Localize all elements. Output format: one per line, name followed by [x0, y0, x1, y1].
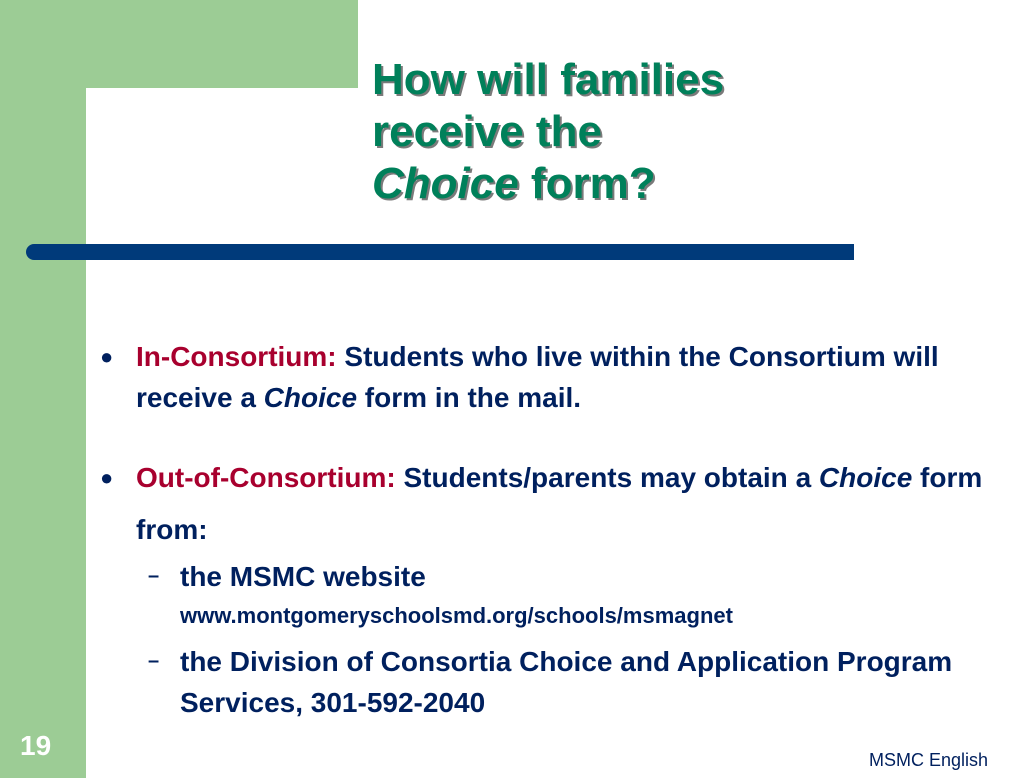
- page-number: 19: [20, 730, 52, 761]
- bullet-text-end: form in the mail.: [357, 382, 582, 413]
- title-divider-rule: [26, 244, 854, 260]
- slide-title: [372, 54, 724, 210]
- subitem-msmc-website: [136, 556, 1000, 635]
- bullet-text-end: form from:: [136, 462, 983, 545]
- subitem-division-contact: [136, 641, 1000, 723]
- bullet-dot-icon: ●: [100, 465, 114, 490]
- bullet-out-of-consortium: [100, 452, 1000, 556]
- title-line-1: How will families: [372, 55, 725, 104]
- title-choice-word: Choice: [372, 159, 519, 208]
- bullet-lead: In-Consortium:: [136, 341, 337, 372]
- website-link[interactable]: www.montgomeryschoolsmd.org/schools/msmagnet: [180, 603, 733, 628]
- bullet-dot-icon: ●: [100, 344, 114, 369]
- footer-label: MSMC English: [868, 750, 988, 770]
- green-top-band: [0, 0, 358, 88]
- title-line-2: receive the: [372, 107, 602, 156]
- bullet-text: Students who live within the Consortium will receive a: [136, 341, 939, 413]
- white-panel-corner: [86, 88, 386, 248]
- dash-icon: –: [148, 565, 160, 587]
- dash-icon: –: [148, 650, 160, 672]
- slide-content: [100, 336, 1000, 723]
- bullet-text: Students/parents may obtain a: [395, 462, 819, 493]
- subitem-text: the Division of Consortia Choice and Application Program Services, 301-592-2040: [180, 646, 953, 718]
- bullet-choice-word: Choice: [263, 382, 358, 413]
- bullet-lead: Out-of-Consortium:: [136, 462, 396, 493]
- bullet-choice-word: Choice: [818, 462, 913, 493]
- subitem-text: the MSMC website: [180, 561, 426, 592]
- title-line-3: form?: [518, 159, 656, 208]
- green-side-bar: [0, 0, 86, 778]
- bullet-in-consortium: [100, 336, 1000, 418]
